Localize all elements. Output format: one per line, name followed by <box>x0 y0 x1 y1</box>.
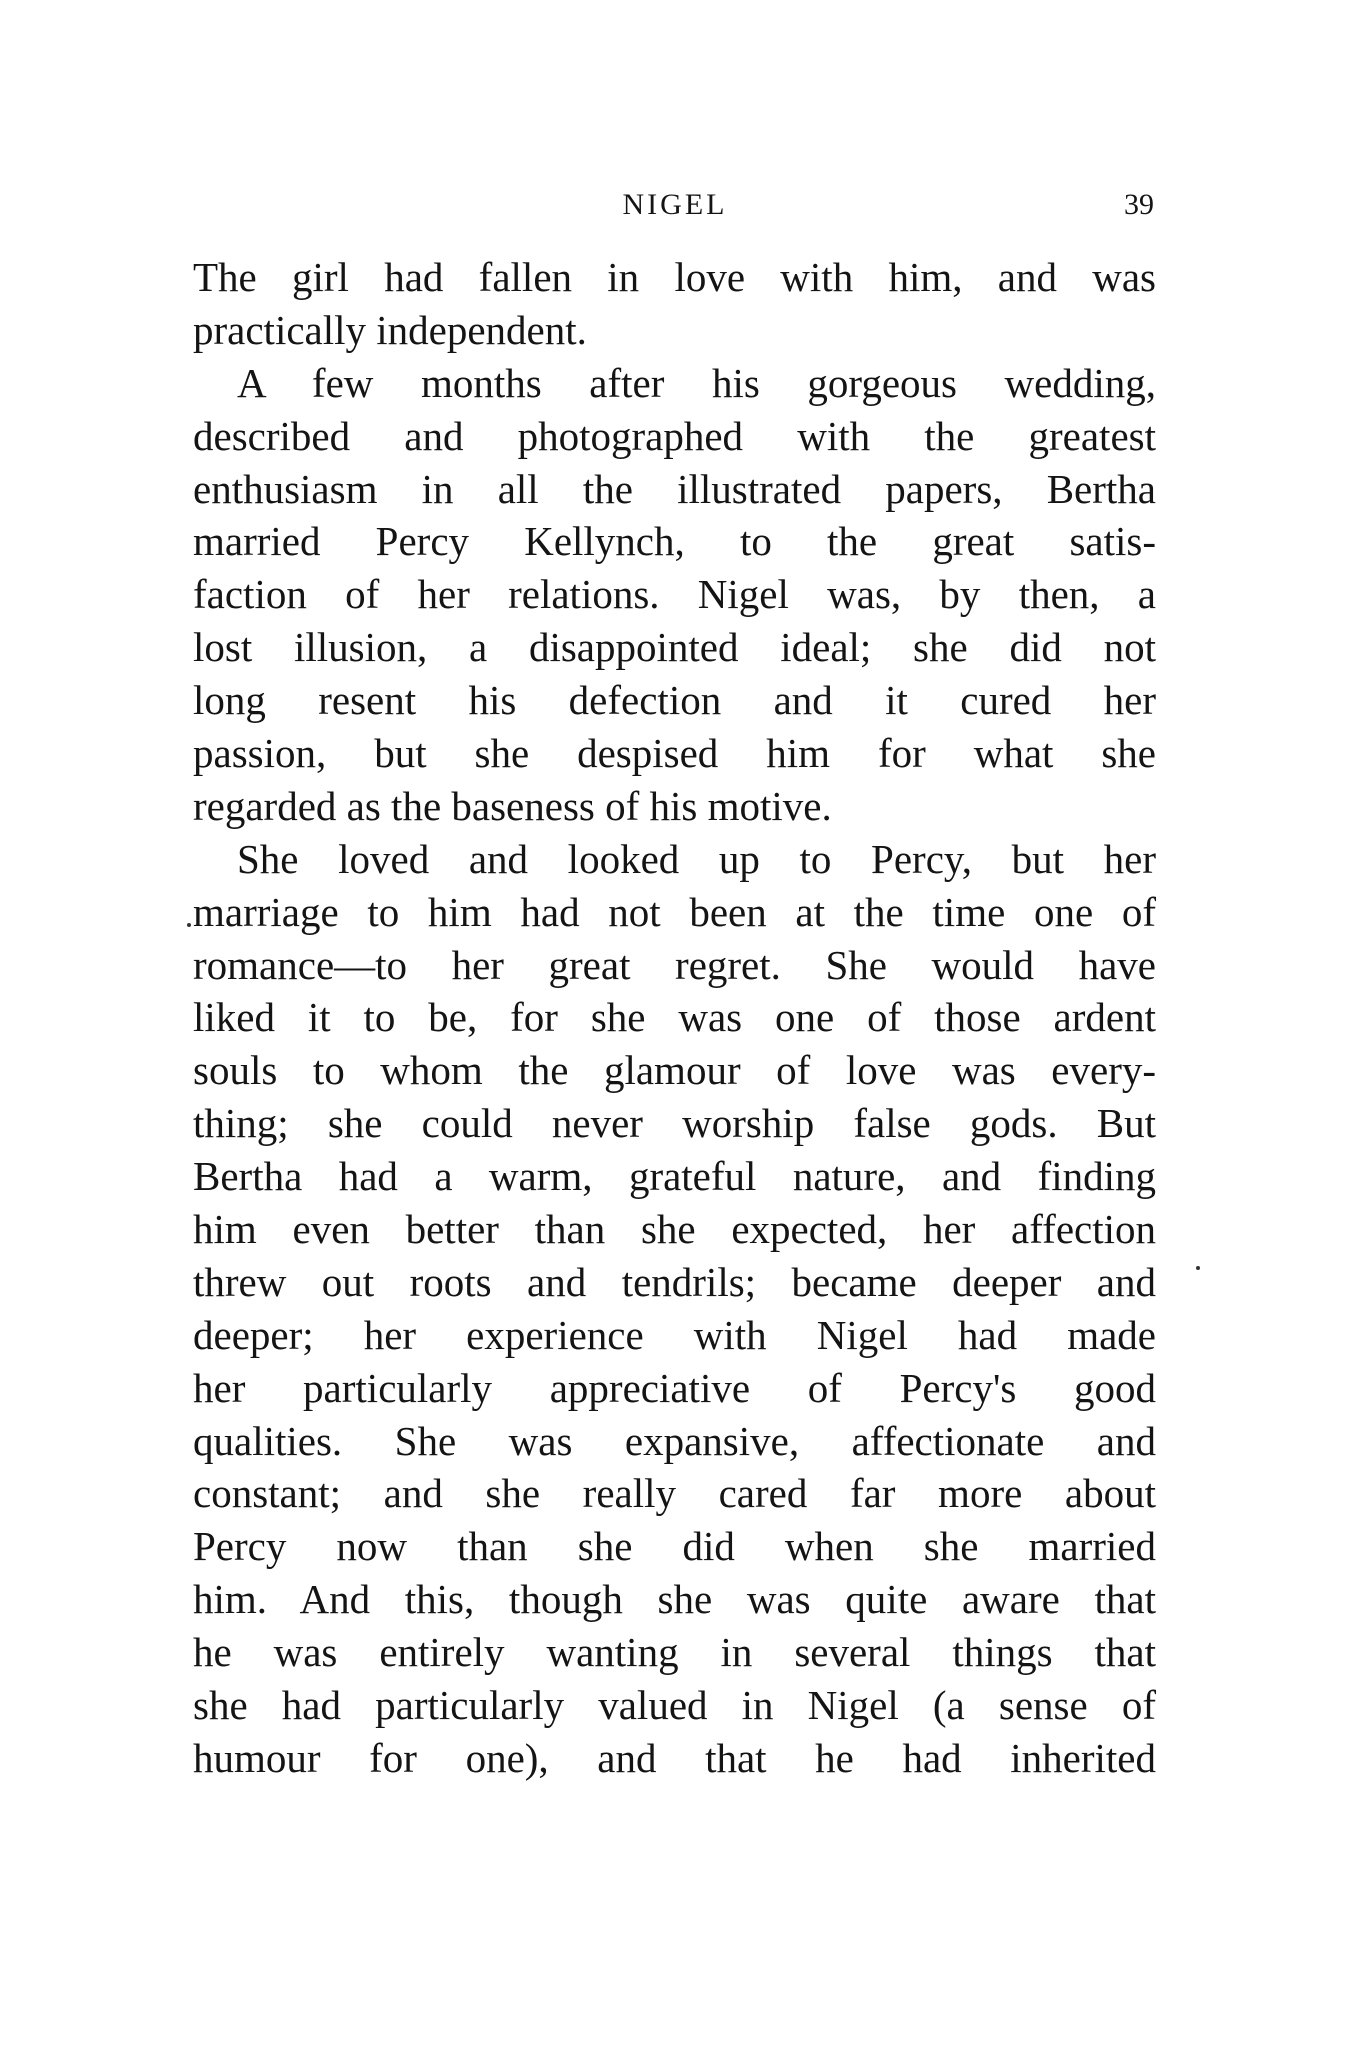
page-header <box>196 188 1154 228</box>
text-line: She loved and looked up to Percy, but her <box>237 835 1156 882</box>
text-line: lost illusion, a disappointed ideal; she did not <box>193 624 1156 671</box>
text-line: married Percy Kellynch, to the great satis- <box>193 518 1156 565</box>
text-line: he was entirely wanting in several things that <box>193 1629 1156 1676</box>
text-line: romance—to her great regret. She would have <box>193 941 1156 988</box>
text-line: marriage to him had not been at the time one of <box>193 888 1156 935</box>
body-text <box>193 251 1156 1785</box>
stray-mark <box>1196 1266 1200 1270</box>
text-line: Percy now than she did when she married <box>193 1523 1156 1570</box>
running-head: NIGEL <box>622 188 728 221</box>
text-line: thing; she could never worship false gods. But <box>193 1100 1156 1147</box>
text-line: regarded as the baseness of his motive. <box>193 782 832 829</box>
text-line: long resent his defection and it cured her <box>193 677 1156 724</box>
text-line: enthusiasm in all the illustrated papers, Bertha <box>193 465 1156 512</box>
text-line: she had particularly valued in Nigel (a sense of <box>193 1682 1156 1729</box>
text-line: Bertha had a warm, grateful nature, and finding <box>193 1153 1156 1200</box>
stray-mark <box>187 923 191 927</box>
text-line: faction of her relations. Nigel was, by then, a <box>193 571 1156 618</box>
text-line: practically independent. <box>193 306 587 353</box>
text-line: humour for one), and that he had inherited <box>193 1734 1156 1781</box>
text-line: souls to whom the glamour of love was every- <box>193 1047 1156 1094</box>
text-line: A few months after his gorgeous wedding, <box>237 359 1156 406</box>
text-line: passion, but she despised him for what she <box>193 730 1156 777</box>
page-number: 39 <box>1124 188 1154 221</box>
text-line: him even better than she expected, her affection <box>193 1206 1156 1253</box>
text-line: described and photographed with the greatest <box>193 412 1156 459</box>
text-line: liked it to be, for she was one of those ardent <box>193 994 1156 1041</box>
text-line: deeper; her experience with Nigel had made <box>193 1311 1156 1358</box>
text-line: threw out roots and tendrils; became deeper and <box>193 1258 1156 1305</box>
text-line: constant; and she really cared far more about <box>193 1470 1156 1517</box>
text-line: The girl had fallen in love with him, and was <box>193 254 1156 300</box>
text-line: her particularly appreciative of Percy's good <box>193 1364 1156 1411</box>
text-line: him. And this, though she was quite aware that <box>193 1576 1156 1623</box>
text-line: qualities. She was expansive, affectionate and <box>193 1417 1156 1464</box>
